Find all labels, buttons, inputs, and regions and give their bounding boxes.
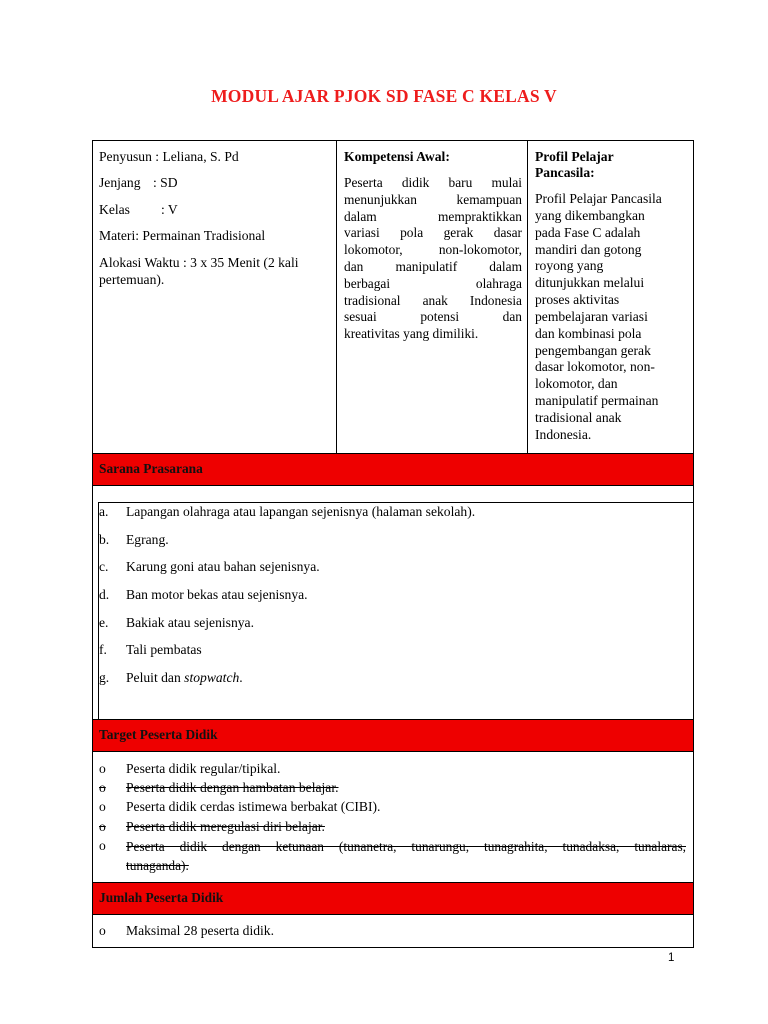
penyusun-text: Penyusun : Leliana, S. Pd [99, 149, 239, 164]
bullet-marker: o [99, 780, 106, 795]
jumlah-heading: Jumlah Peserta Didik [99, 890, 224, 905]
profil-line: proses aktivitas [535, 292, 620, 308]
list-marker: a. [99, 504, 109, 519]
list-marker: b. [99, 532, 110, 547]
profil-line: Profil Pelajar Pancasila [535, 191, 662, 206]
list-marker: e. [99, 615, 109, 630]
sarana-item: Karung goni atau bahan sejenisnya. [126, 559, 320, 574]
jumlah-item: Maksimal 28 peserta didik. [126, 923, 274, 938]
target-heading: Target Peserta Didik [99, 727, 218, 742]
materi-text: Materi: Permainan Tradisional [99, 228, 266, 243]
profil-line: ditunjukkan melalui [535, 275, 645, 291]
profil-line: pembelajaran variasi [535, 308, 648, 324]
kompetensi-line: variasi pola gerak dasar [344, 225, 522, 241]
kompetensi-line: tradisional anak Indonesia [344, 292, 522, 308]
sarana-item: Egrang. [126, 532, 169, 547]
profil-body [535, 191, 662, 444]
sarana-heading: Sarana Prasarana [99, 461, 203, 476]
kompetensi-line: sesuai potensi dan [344, 309, 522, 325]
target-item-struck: Peserta didik meregulasi diri belajar. [126, 819, 325, 834]
profil-line: royong yang [535, 258, 604, 274]
kompetensi-line: berbagai olahraga [344, 275, 522, 291]
target-item-struck [126, 837, 686, 875]
profil-line: dasar lokomotor, non- [535, 359, 655, 375]
target-item-struck: Peserta didik dengan hambatan belajar. [126, 780, 339, 795]
bullet-marker: o [99, 838, 106, 853]
profil-line: mandiri dan gotong [535, 241, 642, 257]
kompetensi-line: dalam mempraktikkan [344, 208, 522, 224]
jumlah-heading-bar [93, 882, 693, 915]
alokasi-line-1: Alokasi Waktu : 3 x 35 Menit (2 kali [99, 255, 299, 270]
jenjang-value: : SD [153, 175, 178, 190]
sarana-item: Tali pembatas [126, 642, 202, 657]
target-heading-bar [93, 719, 693, 752]
profil-line: pengembangan gerak [535, 342, 651, 358]
sarana-item: Ban motor bekas atau sejenisnya. [126, 587, 308, 602]
kompetensi-line: menunjukkan kemampuan [344, 191, 522, 207]
profil-line: pada Fase C adalah [535, 224, 641, 240]
list-marker: c. [99, 559, 109, 574]
list-marker: f. [99, 642, 107, 657]
profil-line: lokomotor, dan [535, 376, 618, 392]
kompetensi-heading: Kompetensi Awal: [344, 149, 450, 164]
info-table-divider-1 [336, 140, 337, 454]
kompetensi-line: Peserta didik baru mulai [344, 175, 522, 190]
profil-line: dan kombinasi pola [535, 325, 642, 341]
sarana-item-italic: stopwatch [184, 670, 240, 685]
sarana-item: Lapangan olahraga atau lapangan sejenisnya (halaman sekolah). [126, 504, 476, 519]
sarana-inner-box [98, 502, 694, 720]
target-item: Peserta didik cerdas istimewa berbakat (CIBI). [126, 799, 381, 814]
kompetensi-body [344, 175, 522, 343]
profil-line: Indonesia. [535, 426, 592, 442]
list-marker: d. [99, 587, 110, 602]
target-item-line: tunaganda). [126, 858, 189, 873]
bullet-marker: o [99, 819, 106, 834]
page-number: 1 [668, 952, 675, 964]
list-marker: g. [99, 670, 110, 685]
kelas-label: Kelas [99, 202, 130, 217]
kompetensi-line: kreativitas yang dimiliki. [344, 326, 479, 342]
jenjang-label: Jenjang [99, 175, 141, 190]
target-item-line: Peserta didik dengan ketunaan (tunanetra, tunarungu, tunagrahita, tunadaksa, tunalaras, [126, 839, 686, 854]
document-title: MODUL AJAR PJOK SD FASE C KELAS V [211, 86, 557, 106]
profil-line: manipulatif permainan [535, 393, 659, 409]
sarana-item-text: Peluit dan [126, 670, 185, 685]
sarana-item [126, 669, 243, 686]
kelas-value: : V [161, 202, 178, 217]
sarana-item-after: . [239, 670, 243, 685]
bullet-marker: o [99, 761, 106, 776]
sarana-item: Bakiak atau sejenisnya. [126, 615, 254, 630]
profil-line: tradisional anak [535, 409, 622, 425]
profil-heading-line-2: Pancasila: [535, 165, 595, 180]
sarana-heading-bar [93, 453, 693, 486]
info-table-divider-2 [527, 140, 528, 454]
bullet-marker: o [99, 923, 106, 938]
kompetensi-line: dan manipulatif dalam [344, 258, 522, 274]
profil-heading-line-1: Profil Pelajar [535, 149, 614, 164]
alokasi-line-2: pertemuan). [99, 272, 165, 287]
profil-line: yang dikembangkan [535, 207, 645, 223]
kompetensi-line: lokomotor, non-lokomotor, [344, 242, 522, 258]
bullet-marker: o [99, 799, 106, 814]
target-item: Peserta didik regular/tipikal. [126, 761, 281, 776]
